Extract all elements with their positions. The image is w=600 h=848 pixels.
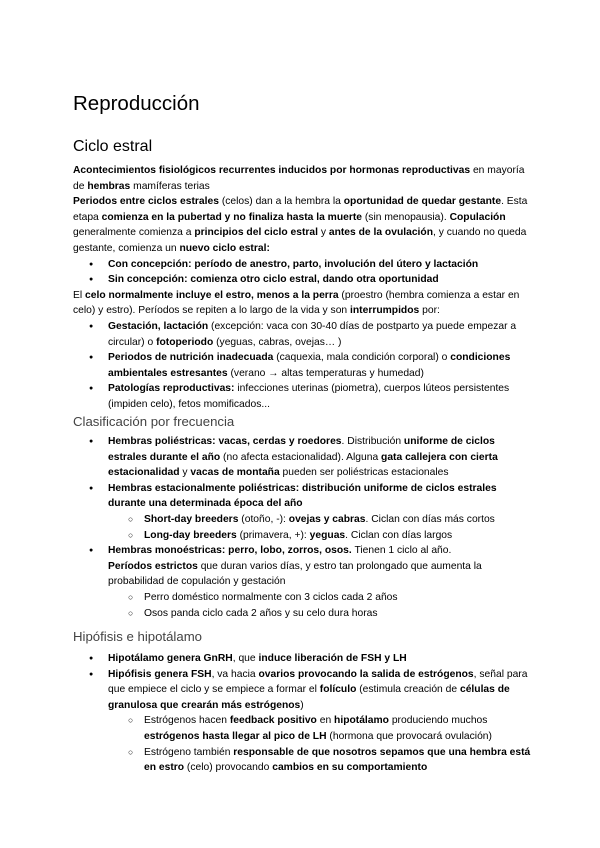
paragraph: El celo normalmente incluye el estro, menos a la perra (proestro (hembra comienza a estar en celo) y estro). Períodos se repiten a lo largo de la vida y son interrumpidos por: xyxy=(73,289,520,317)
section-heading-ciclo-estral: Ciclo estral xyxy=(73,138,153,155)
list-item: ● Gestación, lactación (excepción: vaca con 30-40 días de postparto ya puede empezar a circular) o fotoperiodo (yeguas, cabras, ovejas… ) xyxy=(73,319,533,350)
bullet-list xyxy=(73,434,533,621)
section-hipofisis-body xyxy=(73,651,533,776)
section-ciclo-estral-body xyxy=(73,163,533,413)
sub-list xyxy=(108,713,533,775)
section-heading-hipofisis: Hipófisis e hipotálamo xyxy=(73,629,203,644)
sub-list-item: ○ Osos panda ciclo cada 2 años y su celo dura horas xyxy=(108,606,533,622)
sub-list xyxy=(108,512,533,543)
paragraph: Acontecimientos fisiológicos recurrentes inducidos por hormonas reproductivas en mayoría de hembras mamíferas terias xyxy=(73,165,525,192)
sub-list-item: ○ Perro doméstico normalmente con 3 ciclos cada 2 años xyxy=(108,590,533,606)
sub-list xyxy=(108,590,533,621)
sub-list-item: ○ Estrógenos hacen feedback positivo en hipotálamo produciendo muchos estrógenos hasta llegar al pico de LH (hormona que provocará ovulación) xyxy=(108,713,533,744)
sub-list-item: ○ Estrógeno también responsable de que nosotros sepamos que una hembra está en estro (celo) provocando cambios en su comportamiento xyxy=(108,745,533,776)
list-item: ● Con concepción: período de anestro, parto, involución del útero y lactación xyxy=(73,257,533,273)
list-item: ● Patologías reproductivas: infecciones uterinas (piometra), cuerpos lúteos persistentes (impiden celo), fetos momificados... xyxy=(73,381,533,412)
list-item: ● Sin concepción: comienza otro ciclo estral, dando otra oportunidad xyxy=(73,272,533,288)
list-item: ● Hipófisis genera FSH, va hacia ovarios provocando la salida de estrógenos, señal para que empiece el ciclo y se empiece a formar el folículo (estimula creación de células de granulosa que crearán más estrógenos) ○ Estrógenos hacen feedback positivo en hipotálamo produciendo muchos estrógenos hasta llegar al pico de LH (hormona que provocará ovulación) ○ Estrógeno también responsable de que nosotros sepamos que una hembra está en estro (celo) provocando cambios en su comportamiento xyxy=(73,667,533,776)
sub-list-item: ○ Short-day breeders (otoño, -): ovejas y cabras. Ciclan con días más cortos xyxy=(108,512,533,528)
section-clasificacion-body xyxy=(73,434,533,621)
list-item: ● Periodos de nutrición inadecuada (caquexia, mala condición corporal) o condiciones ambientales estresantes (verano → altas temperaturas y humedad) xyxy=(73,350,533,381)
bullet-list xyxy=(73,651,533,776)
section-heading-clasificacion: Clasificación por frecuencia xyxy=(73,414,235,429)
list-item: ● Hembras poliéstricas: vacas, cerdas y roedores. Distribución uniforme de ciclos estrales durante el año (no afecta estacionalidad). Alguna gata callejera con cierta estacionalidad y vacas de montaña pueden ser poliéstricas estacionales xyxy=(73,434,533,481)
sub-list-item: ○ Long-day breeders (primavera, +): yeguas. Ciclan con días largos xyxy=(108,528,533,544)
bullet-list xyxy=(73,257,533,288)
page-title: Reproducción xyxy=(73,92,200,115)
list-item: ● Hembras estacionalmente poliéstricas: distribución uniforme de ciclos estrales durante una determinada época del año ○ Short-day breeders (otoño, -): ovejas y cabras. Ciclan con días más cortos ○ Long-day breeders (primavera, +): yeguas. Ciclan con días largos xyxy=(73,481,533,543)
paragraph: Periodos entre ciclos estrales (celos) dan a la hembra la oportunidad de quedar gestante. Esta etapa comienza en la pubertad y no finaliza hasta la muerte (sin menopausia). Copulación generalmente comienza a principios del ciclo estral y antes de la ovulación, y cuando no queda gestante, comienza un nuevo ciclo estral: xyxy=(73,196,528,254)
bullet-list xyxy=(73,319,533,413)
list-item: ● Hembras monoéstricas: perro, lobo, zorros, osos. Tienen 1 ciclo al año. Períodos estrictos que duran varios días, y estro tan prolongado que aumenta la probabilidad de copulación y gestación ○ Perro doméstico normalmente con 3 ciclos cada 2 años ○ Osos panda ciclo cada 2 años y su celo dura horas xyxy=(73,543,533,621)
list-item: ● Hipotálamo genera GnRH, que induce liberación de FSH y LH xyxy=(73,651,533,667)
